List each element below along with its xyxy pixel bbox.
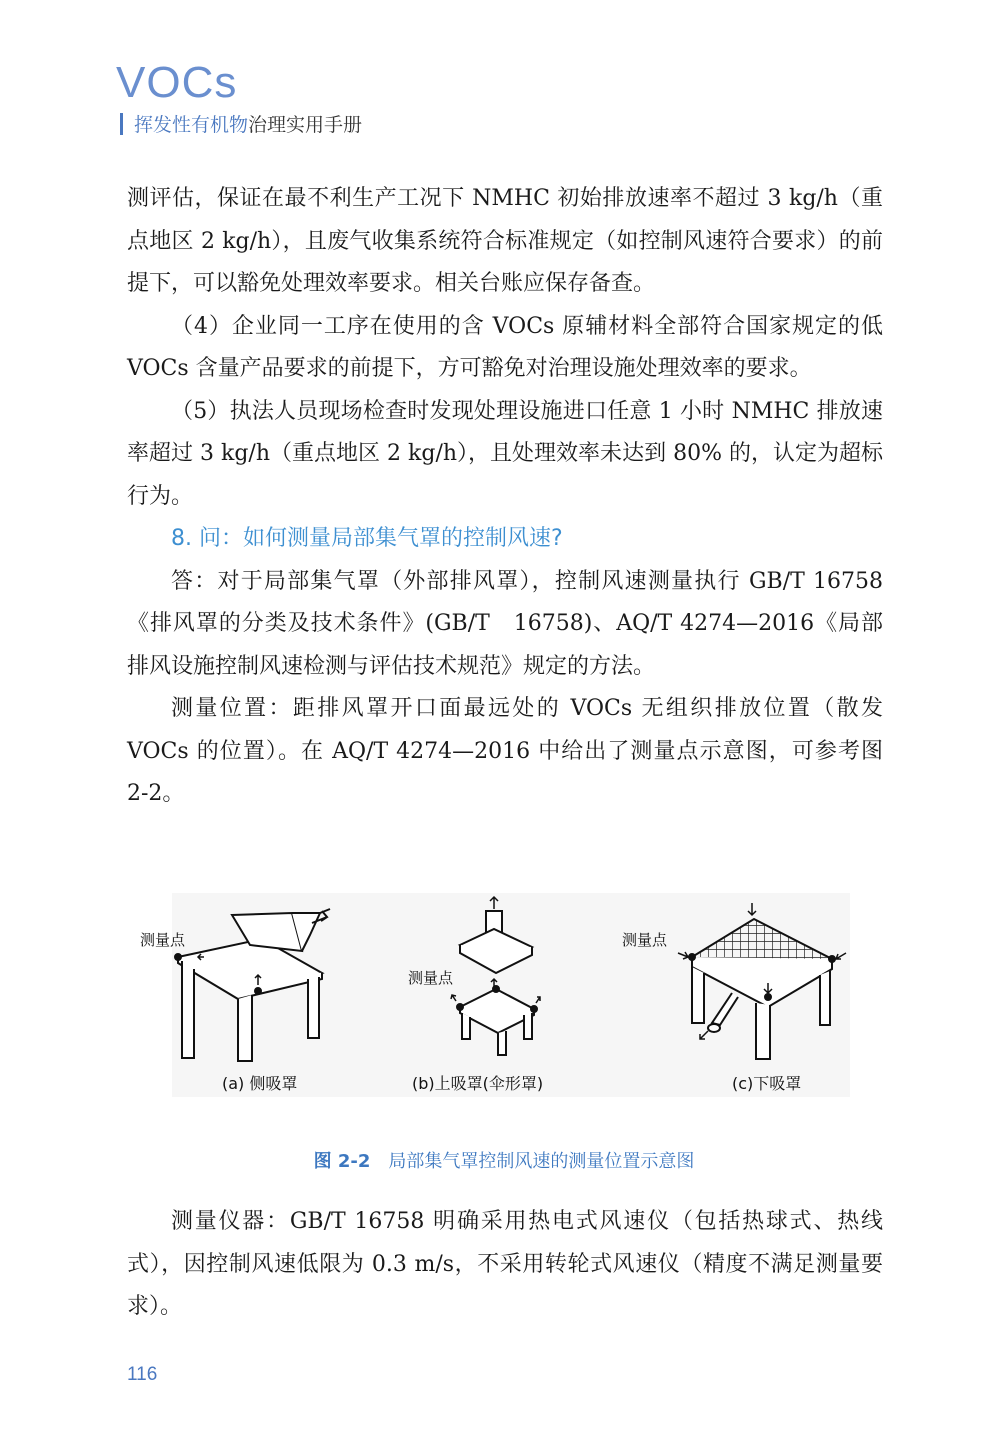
- answer-paragraph: 测量位置：距排风罩开口面最远处的 VOCs 无组织排放位置（散发 VOCs 的位置）。在 AQ/T 4274—2016 中给出了测量点示意图，可参考图 2-2。: [127, 696, 883, 806]
- caption-number: 图 2-2: [313, 1151, 371, 1172]
- paragraph: 测评估，保证在最不利生产工况下 NMHC 初始排放速率不超过 3 kg/h（重点地区 2 kg/h），且废气收集系统符合标准规定（如控制风速符合要求）的前提下，可以豁免处理效率要求。相关台账应保存备查。: [127, 186, 883, 296]
- header-accent-bar: [120, 113, 123, 135]
- book-series-title: VOCs: [116, 58, 238, 107]
- caption-text: 局部集气罩控制风速的测量位置示意图: [388, 1151, 695, 1172]
- page-number: 116: [127, 1364, 158, 1385]
- subtitle-rest: 治理实用手册: [248, 114, 363, 136]
- subtitle-accent: 挥发性有机物: [134, 114, 249, 136]
- panel-b-point-label: 测量点: [408, 969, 454, 987]
- panel-c-point-label: 测量点: [622, 931, 668, 949]
- figure-2-2: [140, 893, 850, 1097]
- panel-a-label: (a) 侧吸罩: [222, 1074, 298, 1093]
- answer-paragraph: 答：对于局部集气罩（外部排风罩），控制风速测量执行 GB/T 16758《排风罩的分类及技术条件》(GB/T 16758)、AQ/T 4274—2016《局部排风设施控制风速检测与评估技术规范》规定的方法。: [127, 568, 883, 679]
- paragraph: （4）企业同一工序在使用的含 VOCs 原辅材料全部符合国家规定的低 VOCs 含量产品要求的前提下，方可豁免对治理设施处理效率的要求。: [127, 313, 883, 381]
- question-heading: 8. 问：如何测量局部集气罩的控制风速?: [171, 526, 563, 551]
- book-subtitle: [134, 110, 362, 137]
- figure-caption: [0, 1147, 1008, 1173]
- panel-c-label: (c)下吸罩: [732, 1074, 802, 1093]
- main-text: [127, 178, 883, 816]
- paragraph: 测量仪器：GB/T 16758 明确采用热电式风速仪（包括热球式、热线式），因控制风速低限为 0.3 m/s，不采用转轮式风速仪（精度不满足测量要求）。: [127, 1209, 883, 1319]
- panel-a-point-label: 测量点: [140, 931, 186, 949]
- panel-b-label: (b)上吸罩(伞形罩): [412, 1074, 544, 1093]
- main-text-continued: [127, 1201, 883, 1329]
- paragraph: （5）执法人员现场检查时发现处理设施进口任意 1 小时 NMHC 排放速率超过 3 kg/h（重点地区 2 kg/h），且处理效率未达到 80% 的，认定为超标行为。: [127, 398, 883, 509]
